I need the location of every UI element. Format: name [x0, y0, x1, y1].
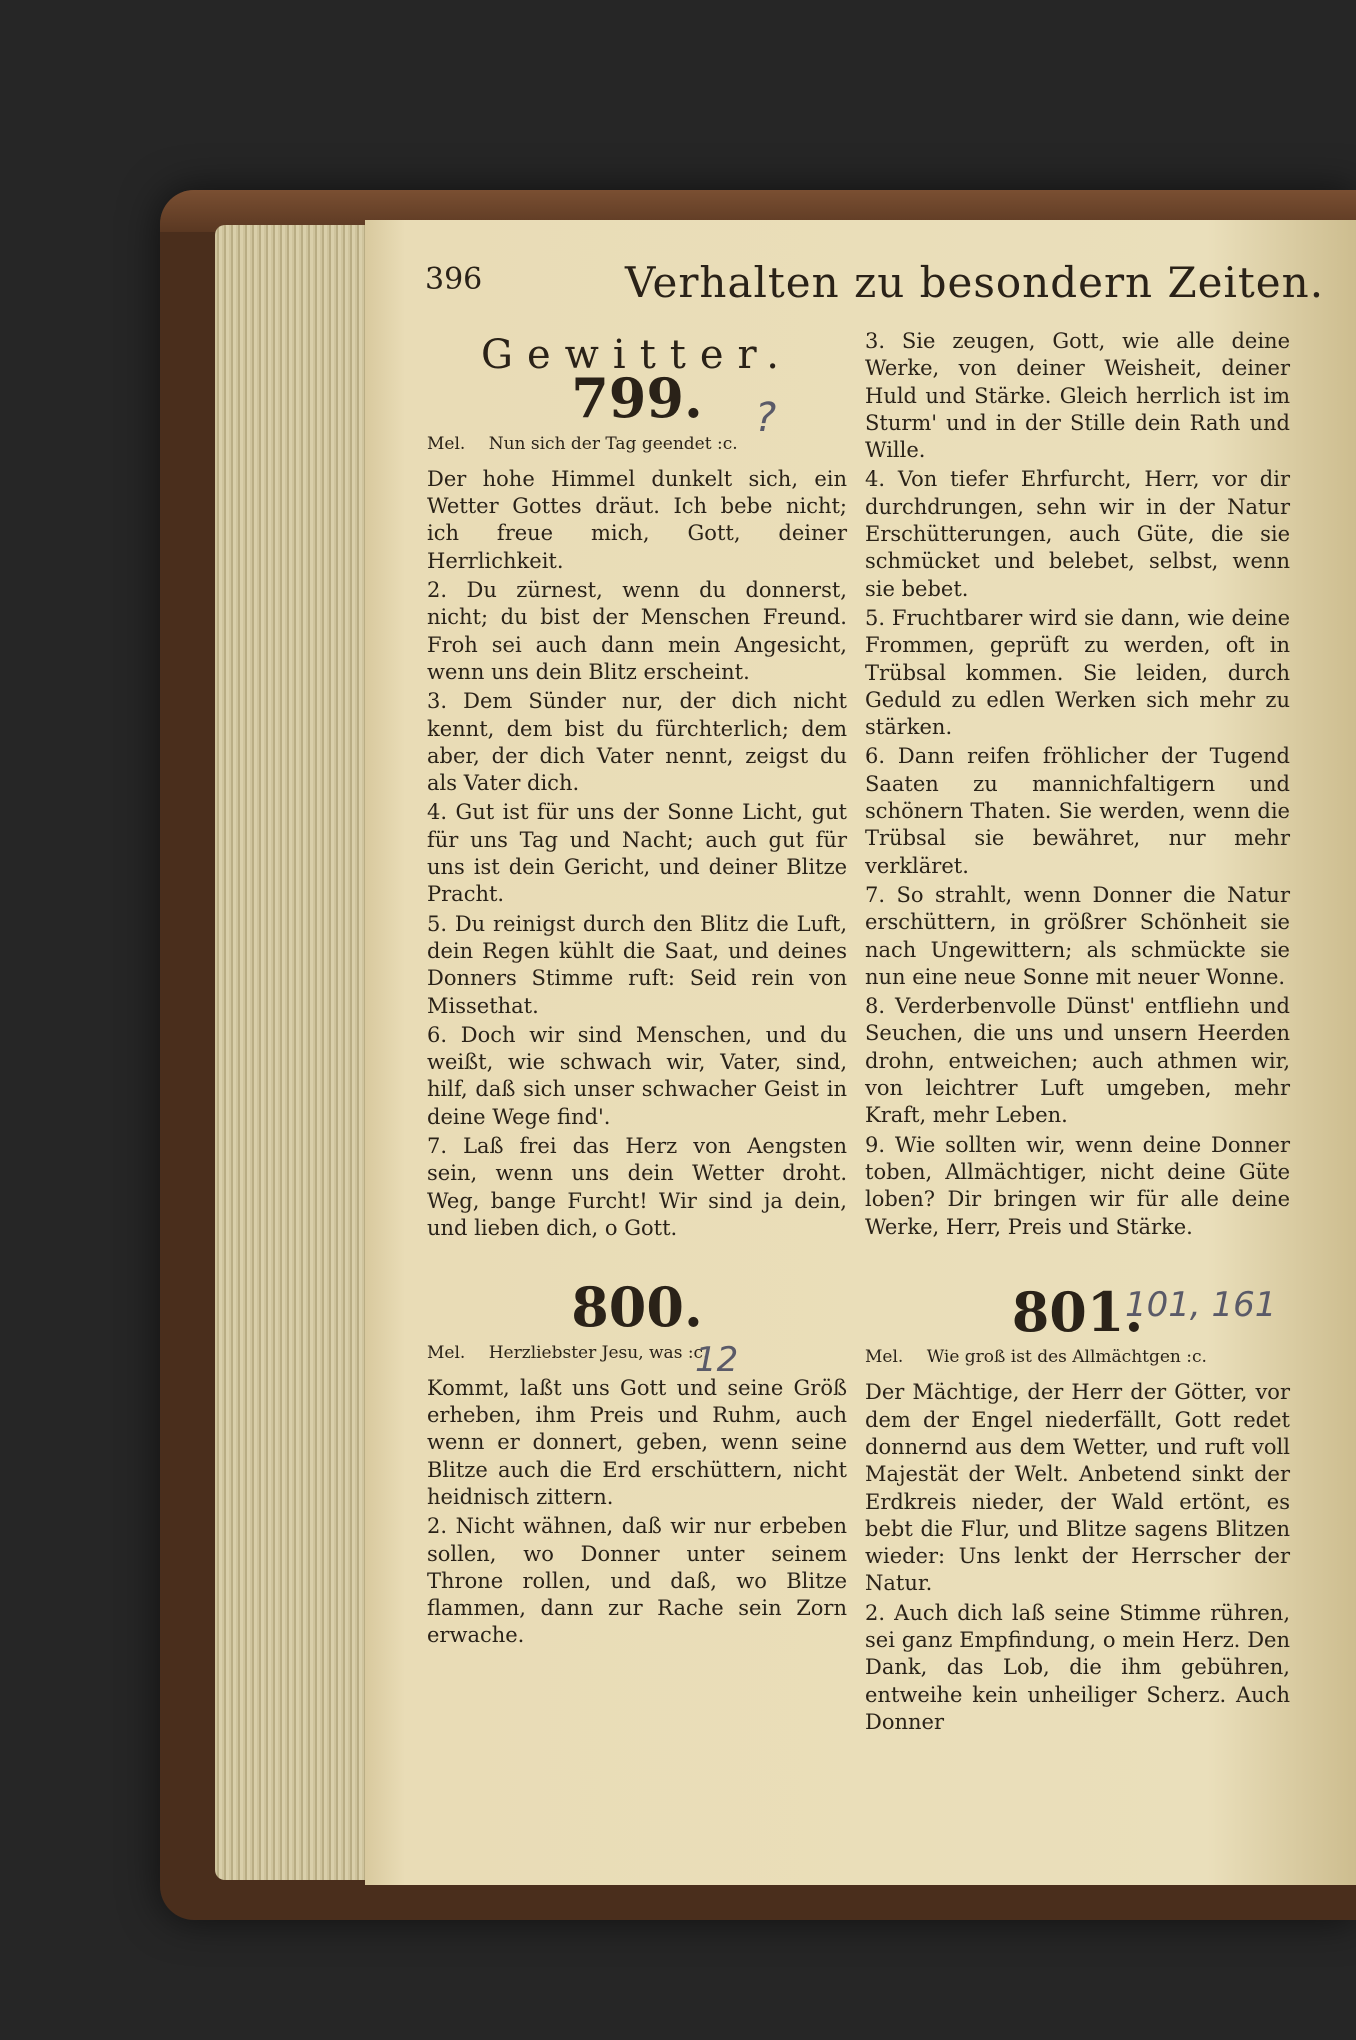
verse: 2. Du zürnest, wenn du donnerst, nicht; du bist der Menschen Freund. Froh sei auch dann mein Angesicht, wenn uns dein Blitz erscheint.: [427, 578, 847, 684]
verse: 7. So strahlt, wenn Donner die Natur erschüttern, in größrer Schönheit sie nach Ungewittern; als schmückte sie nun eine neue Sonne mit neuer Wonne.: [865, 882, 1290, 989]
melody-text: Herzliebster Jesu, was :c.: [488, 1342, 709, 1363]
melody-line-800: [427, 1340, 847, 1367]
verse: 4. Gut ist für uns der Sonne Licht, gut für uns Tag und Nacht; auch gut für uns ist dein Gericht, und deiner Blitze Pracht.: [427, 800, 847, 907]
verse: Der hohe Himmel dunkelt sich, ein Wetter Gottes dräut. Ich bebe nicht; ich freue mich, Gott, deiner Herrlichkeit.: [427, 466, 847, 573]
book-page: [365, 220, 1356, 1885]
right-column: [865, 328, 1290, 1738]
melody-text: Nun sich der Tag geendet :c.: [488, 433, 738, 454]
melody-prefix: Mel.: [427, 433, 466, 454]
hymn-number-801: 801.: [1011, 1279, 1144, 1344]
melody-line-799: [427, 431, 847, 458]
hymn-number-800: 800.: [571, 1275, 703, 1340]
handwritten-note-800: 12: [695, 1340, 739, 1380]
verse: 2. Auch dich laß seine Stimme rühren, sei ganz Empfindung, o mein Herz. Den Dank, das Lob, die ihm gebühren, entweihe kein unheiliger Scherz. Auch Donner: [865, 1600, 1290, 1734]
verse: 6. Doch wir sind Menschen, und du weißt, wie schwach wir, Vater, sind, hilf, daß sich unser schwacher Geist in deine Wege find'.: [427, 1022, 847, 1129]
handwritten-note-801: 101, 161: [1125, 1285, 1277, 1325]
verse: 2. Nicht wähnen, daß wir nur erbeben sollen, wo Donner unter seinem Throne rollen, und daß, wo Blitze flammen, dann zur Rache sein Zorn erwache.: [427, 1514, 847, 1648]
hymn-number-799: 799.: [571, 366, 703, 431]
verse: 4. Von tiefer Ehrfurcht, Herr, vor dir durchdrungen, sehn wir in der Natur Erschütterungen, auch Güte, die sie schmücket und belebet, selbst, wenn sie bebet.: [865, 467, 1290, 601]
running-head: Verhalten zu besondern Zeiten.: [625, 258, 1325, 307]
verse: 6. Dann reifen fröhlicher der Tugend Saaten zu mannichfaltigern und schönern Thaten. Sie werden, wenn die Trübsal sie bewähret, nur mehr verkläret.: [865, 744, 1290, 878]
melody-prefix: Mel.: [427, 1342, 466, 1363]
handwritten-note-799: ?: [755, 395, 777, 441]
melody-line-801: [865, 1344, 1290, 1371]
verse: 9. Wie sollten wir, wenn deine Donner toben, Allmächtiger, nicht deine Güte loben? Dir bringen wir für alle deine Werke, Herr, Preis und Stärke.: [865, 1132, 1290, 1239]
melody-text: Wie groß ist des Allmächtgen :c.: [926, 1347, 1207, 1368]
page-number: 396: [425, 262, 483, 297]
page-header: [425, 258, 1336, 322]
verse: Der Mächtige, der Herr der Götter, vor dem der Engel niederfällt, Gott redet donnernd aus dem Wetter, und ruft voll Majestät der Welt. Anbetend sinkt der Erdkreis nieder, der Wald ertönt, es bebt die Flur, und Blitze sagens Blitzen wieder: Uns lenkt der Herrscher der Natur.: [865, 1380, 1290, 1596]
melody-prefix: Mel.: [865, 1347, 904, 1368]
verse: 3. Dem Sünder nur, der dich nicht kennt, dem bist du fürchterlich; dem aber, der dich Vater nennt, zeigst du als Vater dich.: [427, 689, 847, 796]
verse: 7. Laß frei das Herz von Aengsten sein, wenn uns dein Wetter droht. Weg, bange Furcht! Wir sind ja dein, und lieben dich, o Gott.: [427, 1134, 847, 1240]
verse: 3. Sie zeugen, Gott, wie alle deine Werke, von deiner Weisheit, deiner Huld und Stärke. Gleich herrlich ist im Sturm' und in der Stille dein Rath und Wille.: [865, 329, 1290, 463]
verse: Kommt, laßt uns Gott und seine Größ erheben, ihm Preis und Ruhm, auch wenn er donnert, geben, wenn seine Blitze auch die Erd erschüttern, nicht heidnisch zittern.: [427, 1375, 847, 1509]
page-edges: [215, 225, 365, 1880]
left-column: [427, 328, 847, 1652]
section-title: Gewitter.: [481, 332, 793, 378]
verse: 5. Fruchtbarer wird sie dann, wie deine Frommen, geprüft zu werden, oft in Trübsal kommen. Sie leiden, durch Geduld zu edlen Werken sich mehr zu stärken.: [865, 605, 1290, 740]
verse: 8. Verderbenvolle Dünst' entfliehn und Seuchen, die uns und unsern Heerden drohn, entweichen; auch athmen wir, von leichtrer Luft umgeben, mehr Kraft, mehr Leben.: [865, 994, 1290, 1128]
verse: 5. Du reinigst durch den Blitz die Luft, dein Regen kühlt die Saat, und deines Donners Stimme ruft: Seid rein von Missethat.: [427, 911, 847, 1018]
